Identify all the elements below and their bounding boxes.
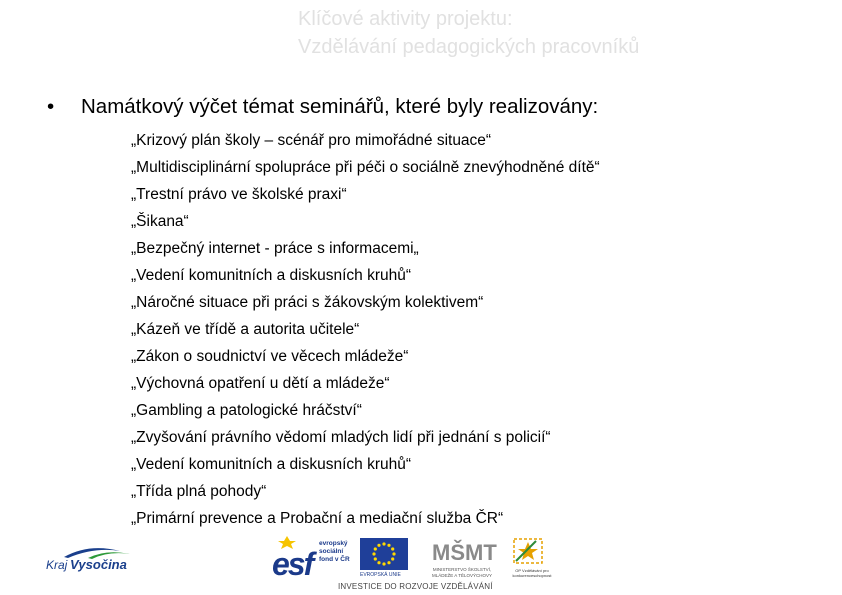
msmt-logo-icon	[428, 536, 498, 566]
slide-title-line-2: Vzdělávání pedagogických pracovníků	[298, 36, 640, 58]
topic-item: „Bezpečný internet - práce s informacemi„	[131, 240, 419, 257]
topic-item: „Zvyšování právního vědomí mladých lidí při jednání s policií“	[131, 429, 551, 446]
intro-bullet	[47, 93, 598, 121]
vysocina-word: Vysočina	[70, 557, 127, 572]
eu-flag-icon	[360, 538, 408, 570]
slide-title	[298, 5, 639, 61]
op-caption: OP Vzdělávání pro konkurenceschopnost	[512, 568, 552, 578]
kraj-vysocina-logo	[44, 545, 140, 579]
partner-logos	[270, 534, 570, 595]
topic-item: „Multidisciplinární spolupráce při péči o sociálně znevýhodněné dítě“	[131, 159, 600, 176]
msmt-caption: MINISTERSTVO ŠKOLSTVÍ, MLÁDEŽE A TĚLOVÝCHOVY	[432, 567, 492, 578]
topic-item: „Kázeň ve třídě a autorita učitele“	[131, 321, 360, 338]
esf-logo-word: esf	[272, 546, 313, 582]
topic-item: „Krizový plán školy – scénář pro mimořádné situace“	[131, 132, 492, 149]
esf-text-line-2: sociální	[319, 548, 344, 555]
kraj-word: Kraj	[46, 558, 68, 572]
eu-caption: EVROPSKÁ UNIE	[360, 572, 401, 578]
eu-stars-icon	[360, 538, 408, 570]
bullet-icon: •	[47, 95, 55, 118]
svg-text:MŠMT: MŠMT	[432, 540, 497, 565]
topic-item: „Náročné situace při práci s žákovským kolektivem“	[131, 294, 484, 311]
topic-item: „Zákon o soudnictví ve věcech mládeže“	[131, 348, 409, 365]
slide-title-line-1: Klíčové aktivity projektu:	[298, 8, 513, 30]
topics-list	[131, 127, 600, 532]
esf-text-line-3: fond v ČR	[319, 556, 350, 563]
intro-text: Namátkový výčet témat seminářů, které byly realizovány:	[81, 95, 599, 118]
op-vk-logo-icon	[508, 536, 556, 568]
topic-item: „Vedení komunitních a diskusních kruhů“	[131, 267, 412, 284]
topic-item: „Výchovná opatření u dětí a mládeže“	[131, 375, 390, 392]
topic-item: „Trestní právo ve školské praxi“	[131, 186, 347, 203]
topic-item: „Šikana“	[131, 213, 189, 230]
topic-item: „Třída plná pohody“	[131, 483, 267, 500]
topic-item: „Primární prevence a Probační a mediační služba ČR“	[131, 510, 504, 527]
investment-strip: INVESTICE DO ROZVOJE VZDĚLÁVÁNÍ	[338, 582, 493, 591]
topic-item: „Gambling a patologické hráčství“	[131, 402, 362, 419]
esf-logo-text	[319, 540, 350, 564]
topic-item: „Vedení komunitních a diskusních kruhů“	[131, 456, 412, 473]
esf-text-line-1: evropský	[319, 540, 348, 547]
